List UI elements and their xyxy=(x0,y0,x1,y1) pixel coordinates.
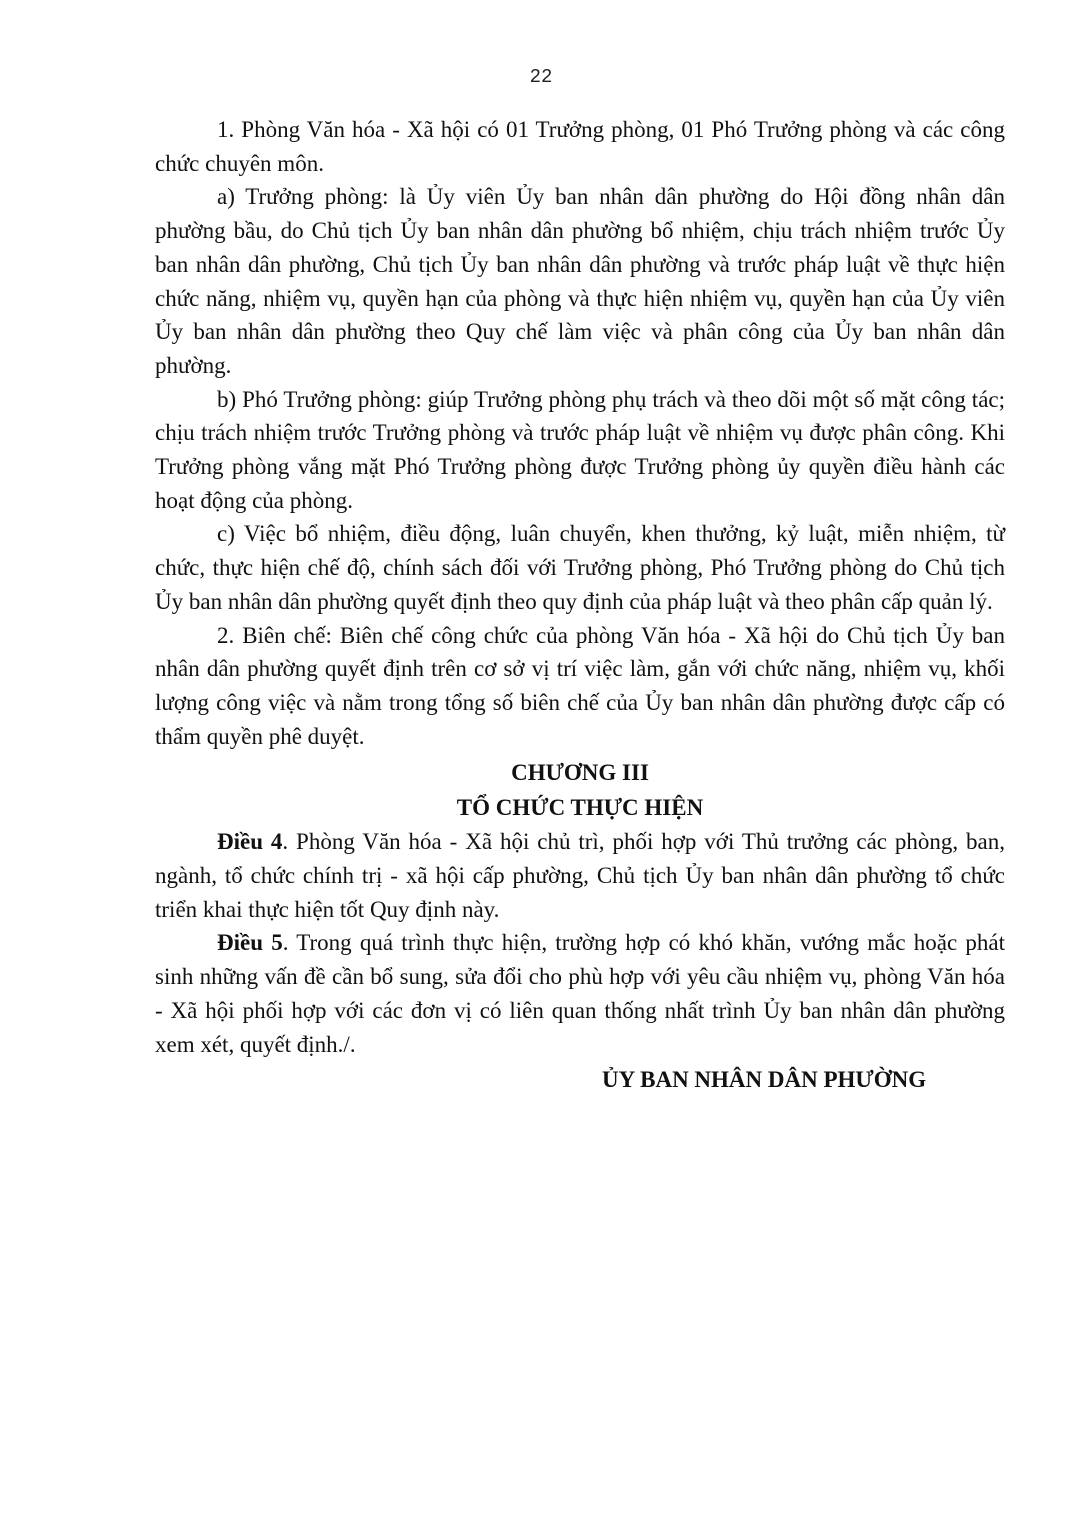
article-5-text: . Trong quá trình thực hiện, trường hợp có khó khăn, vướng mắc hoặc phát sinh những vấn đề cần bổ sung, sửa đổi cho phù hợp với yêu cầu nhiệm vụ, phòng Văn hóa - Xã hội phối hợp với các đơn vị có liên quan thống nhất trình Ủy ban nhân dân phường xem xét, quyết định./. xyxy=(155,930,1005,1057)
chapter-title: TỔ CHỨC THỰC HIỆN xyxy=(456,795,704,821)
article-4 xyxy=(155,825,1005,926)
article-4-text: . Phòng Văn hóa - Xã hội chủ trì, phối hợp với Thủ trưởng các phòng, ban, ngành, tổ chức chính trị - xã hội cấp phường, Chủ tịch Ủy ban nhân dân phường tổ chức triển khai thực hiện tốt Quy định này. xyxy=(155,829,1006,922)
article-4-label: Điều 4 xyxy=(217,829,283,855)
article-5 xyxy=(155,926,1005,1061)
chapter-label: CHƯƠNG III xyxy=(511,760,649,786)
signature-block: ỦY BAN NHÂN DÂN PHƯỜNG xyxy=(602,1067,927,1093)
paragraph-staffing: 1. Phòng Văn hóa - Xã hội có 01 Trưởng phòng, 01 Phó Trưởng phòng và các công chức chuyên môn. xyxy=(155,117,1005,176)
paragraph-head-of-office: a) Trưởng phòng: là Ủy viên Ủy ban nhân dân phường do Hội đồng nhân dân phường bầu, do Chủ tịch Ủy ban nhân dân phường bổ nhiệm, chịu trách nhiệm trước Ủy ban nhân dân phường, Chủ tịch Ủy ban nhân dân phường và trước pháp luật về thực hiện chức năng, nhiệm vụ, quyền hạn của phòng và thực hiện nhiệm vụ, quyền hạn của Ủy viên Ủy ban nhân dân phường theo Quy chế làm việc và phân công của Ủy ban nhân dân phường. xyxy=(155,184,1005,378)
document-body xyxy=(155,113,1005,1097)
paragraph-deputy-head: b) Phó Trưởng phòng: giúp Trưởng phòng phụ trách và theo dõi một số mặt công tác; chịu trách nhiệm trước Trưởng phòng và trước pháp luật về nhiệm vụ được phân công. Khi Trưởng phòng vắng mặt Phó Trưởng phòng được Trưởng phòng ủy quyền điều hành các hoạt động của phòng. xyxy=(155,386,1005,513)
page-number: 22 xyxy=(529,66,553,88)
article-5-label: Điều 5 xyxy=(217,930,283,956)
paragraph-payroll: 2. Biên chế: Biên chế công chức của phòng Văn hóa - Xã hội do Chủ tịch Ủy ban nhân dân phường quyết định trên cơ sở vị trí việc làm, gắn với chức năng, nhiệm vụ, khối lượng công việc và nằm trong tổng số biên chế của Ủy ban nhân dân phường được cấp có thẩm quyền phê duyệt. xyxy=(155,622,1005,749)
paragraph-appointment: c) Việc bổ nhiệm, điều động, luân chuyển, khen thưởng, kỷ luật, miễn nhiệm, từ chức, thực hiện chế độ, chính sách đối với Trưởng phòng, Phó Trưởng phòng do Chủ tịch Ủy ban nhân dân phường quyết định theo quy định của pháp luật và theo phân cấp quản lý. xyxy=(155,521,1005,614)
